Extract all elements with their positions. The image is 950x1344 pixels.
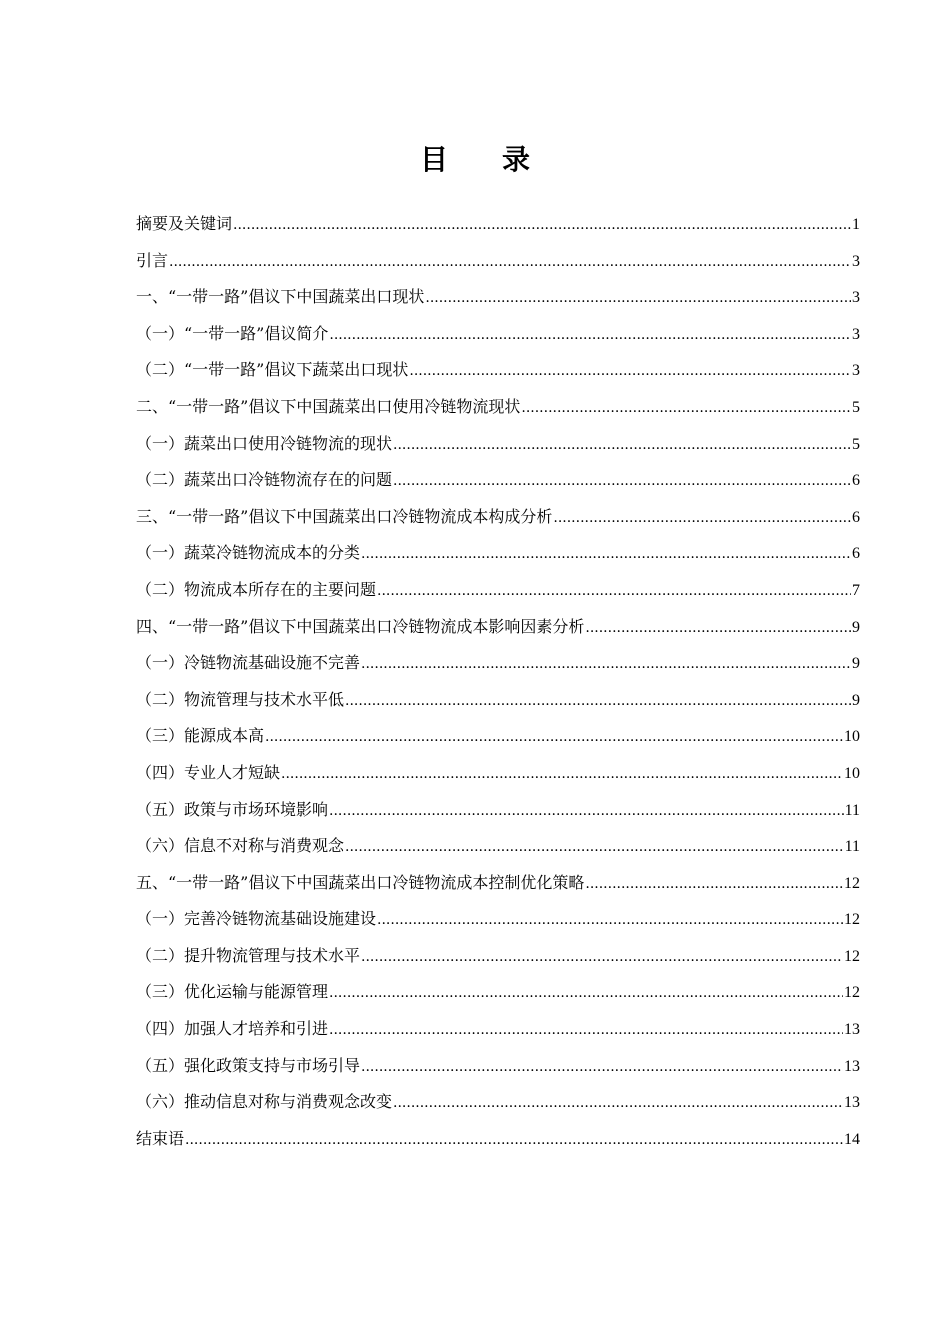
toc-dot-leader — [345, 837, 844, 857]
toc-entry-label: （二）蔬菜出口冷链物流存在的问题 — [136, 470, 393, 490]
toc-dot-leader — [345, 691, 851, 711]
toc-entry[interactable] — [136, 974, 860, 1011]
toc-entry[interactable] — [136, 938, 860, 975]
toc-entry-label: （四）专业人才短缺 — [136, 762, 281, 782]
toc-entry-label: 四、“一带一路”倡议下中国蔬菜出口冷链物流成本影响因素分析 — [136, 616, 585, 636]
toc-entry-label: （一）蔬菜冷链物流成本的分类 — [136, 543, 361, 563]
toc-entry-page-number: 7 — [852, 581, 860, 599]
toc-entry[interactable] — [136, 1084, 860, 1121]
toc-entry-page-number: 9 — [852, 655, 860, 673]
toc-entry-label: 二、“一带一路”倡议下中国蔬菜出口使用冷链物流现状 — [136, 396, 521, 416]
toc-entry-page-number: 13 — [844, 1021, 860, 1039]
toc-entry-page-number: 10 — [844, 764, 860, 782]
toc-entry-label: 摘要及关键词 — [136, 214, 233, 233]
toc-entry-label: 一、“一带一路”倡议下中国蔬菜出口现状 — [136, 287, 425, 307]
toc-dot-leader — [553, 508, 851, 528]
toc-dot-leader — [521, 398, 851, 418]
toc-entry-label: 结束语 — [136, 1128, 185, 1148]
toc-entry[interactable] — [136, 682, 860, 719]
toc-entry[interactable] — [136, 828, 860, 865]
toc-entry[interactable] — [136, 462, 860, 499]
toc-entry-label: （五）政策与市场环境影响 — [136, 799, 329, 819]
toc-dot-leader — [329, 801, 844, 821]
toc-entry-label: （一）“一带一路”倡议简介 — [136, 323, 329, 343]
title-char-2: 录 — [502, 143, 531, 176]
toc-entry-page-number: 11 — [844, 838, 860, 856]
toc-entry-page-number: 1 — [852, 216, 860, 233]
toc-entry-page-number: 9 — [852, 618, 860, 636]
toc-dot-leader — [361, 1057, 843, 1077]
toc-entry[interactable] — [136, 243, 860, 280]
toc-entry-label: （五）强化政策支持与市场引导 — [136, 1055, 361, 1075]
toc-entry[interactable] — [136, 1121, 860, 1158]
toc-dot-leader — [329, 983, 843, 1003]
toc-dot-leader — [585, 618, 851, 638]
toc-dot-leader — [425, 288, 851, 308]
toc-entry-page-number: 3 — [852, 325, 860, 343]
toc-dot-leader — [361, 654, 851, 674]
title-char-1: 目 — [419, 143, 448, 176]
toc-entry-page-number: 12 — [844, 984, 860, 1002]
toc-entry[interactable] — [136, 499, 860, 536]
toc-entry-page-number: 11 — [844, 801, 860, 819]
toc-entry-page-number: 6 — [852, 545, 860, 563]
toc-dot-leader — [233, 215, 851, 235]
toc-dot-leader — [393, 1093, 843, 1113]
toc-entry-page-number: 5 — [852, 435, 860, 453]
toc-dot-leader — [393, 435, 851, 455]
toc-entry-page-number: 3 — [852, 289, 860, 307]
toc-entry-page-number: 3 — [852, 362, 860, 380]
toc-entry-label: （二）物流成本所存在的主要问题 — [136, 579, 377, 599]
toc-entry[interactable] — [136, 718, 860, 755]
toc-entry-page-number: 5 — [852, 398, 860, 416]
toc-entry-label: （六）推动信息对称与消费观念改变 — [136, 1092, 393, 1112]
toc-entry-page-number: 12 — [844, 874, 860, 892]
toc-entry[interactable] — [136, 792, 860, 829]
toc-entry-page-number: 14 — [844, 1130, 860, 1148]
toc-entry[interactable] — [136, 316, 860, 353]
toc-entry-page-number: 12 — [844, 947, 860, 965]
toc-entry-page-number: 10 — [844, 728, 860, 746]
toc-entry-label: （二）提升物流管理与技术水平 — [136, 945, 361, 965]
toc-dot-leader — [585, 874, 843, 894]
toc-entry-label: （六）信息不对称与消费观念 — [136, 836, 345, 856]
toc-entry[interactable] — [136, 389, 860, 426]
toc-entry-label: （一）蔬菜出口使用冷链物流的现状 — [136, 433, 393, 453]
toc-entry-page-number: 13 — [844, 1057, 860, 1075]
toc-entry-label: （一）完善冷链物流基础设施建设 — [136, 909, 377, 929]
toc-entry[interactable] — [136, 865, 860, 902]
toc-entry[interactable] — [136, 1048, 860, 1085]
toc-entry[interactable] — [136, 609, 860, 646]
toc-entry[interactable] — [136, 535, 860, 572]
toc-entry[interactable] — [136, 901, 860, 938]
toc-dot-leader — [329, 1020, 843, 1040]
toc-dot-leader — [409, 361, 851, 381]
table-of-contents — [136, 206, 860, 1157]
toc-entry-label: （三）优化运输与能源管理 — [136, 982, 329, 1002]
toc-entry[interactable] — [136, 572, 860, 609]
toc-entry[interactable] — [136, 1011, 860, 1048]
toc-dot-leader — [185, 1130, 843, 1150]
toc-dot-leader — [281, 764, 843, 784]
toc-entry-page-number: 9 — [852, 691, 860, 709]
toc-dot-leader — [265, 727, 843, 747]
toc-dot-leader — [169, 252, 851, 272]
toc-entry[interactable] — [136, 206, 860, 243]
page-title — [0, 140, 950, 180]
toc-entry-label: （二）物流管理与技术水平低 — [136, 689, 345, 709]
toc-entry-label: 三、“一带一路”倡议下中国蔬菜出口冷链物流成本构成分析 — [136, 506, 553, 526]
toc-dot-leader — [393, 471, 851, 491]
toc-entry-page-number: 6 — [852, 472, 860, 490]
toc-entry-label: 五、“一带一路”倡议下中国蔬菜出口冷链物流成本控制优化策略 — [136, 872, 585, 892]
toc-entry[interactable] — [136, 755, 860, 792]
toc-entry-label: （四）加强人才培养和引进 — [136, 1019, 329, 1039]
toc-dot-leader — [361, 947, 843, 967]
toc-dot-leader — [361, 544, 851, 564]
toc-entry-label: （二）“一带一路”倡议下蔬菜出口现状 — [136, 360, 409, 380]
toc-entry-label: （一）冷链物流基础设施不完善 — [136, 653, 361, 673]
toc-entry-label: （三）能源成本高 — [136, 726, 265, 746]
toc-entry-page-number: 6 — [852, 508, 860, 526]
toc-dot-leader — [377, 581, 851, 601]
toc-entry[interactable] — [136, 279, 860, 316]
toc-entry-page-number: 3 — [852, 252, 860, 270]
toc-dot-leader — [377, 910, 843, 930]
toc-entry[interactable] — [136, 426, 860, 463]
toc-entry[interactable] — [136, 645, 860, 682]
toc-dot-leader — [329, 325, 851, 345]
toc-entry-page-number: 12 — [844, 911, 860, 929]
toc-entry[interactable] — [136, 352, 860, 389]
toc-entry-label: 引言 — [136, 250, 169, 270]
toc-entry-page-number: 13 — [844, 1094, 860, 1112]
